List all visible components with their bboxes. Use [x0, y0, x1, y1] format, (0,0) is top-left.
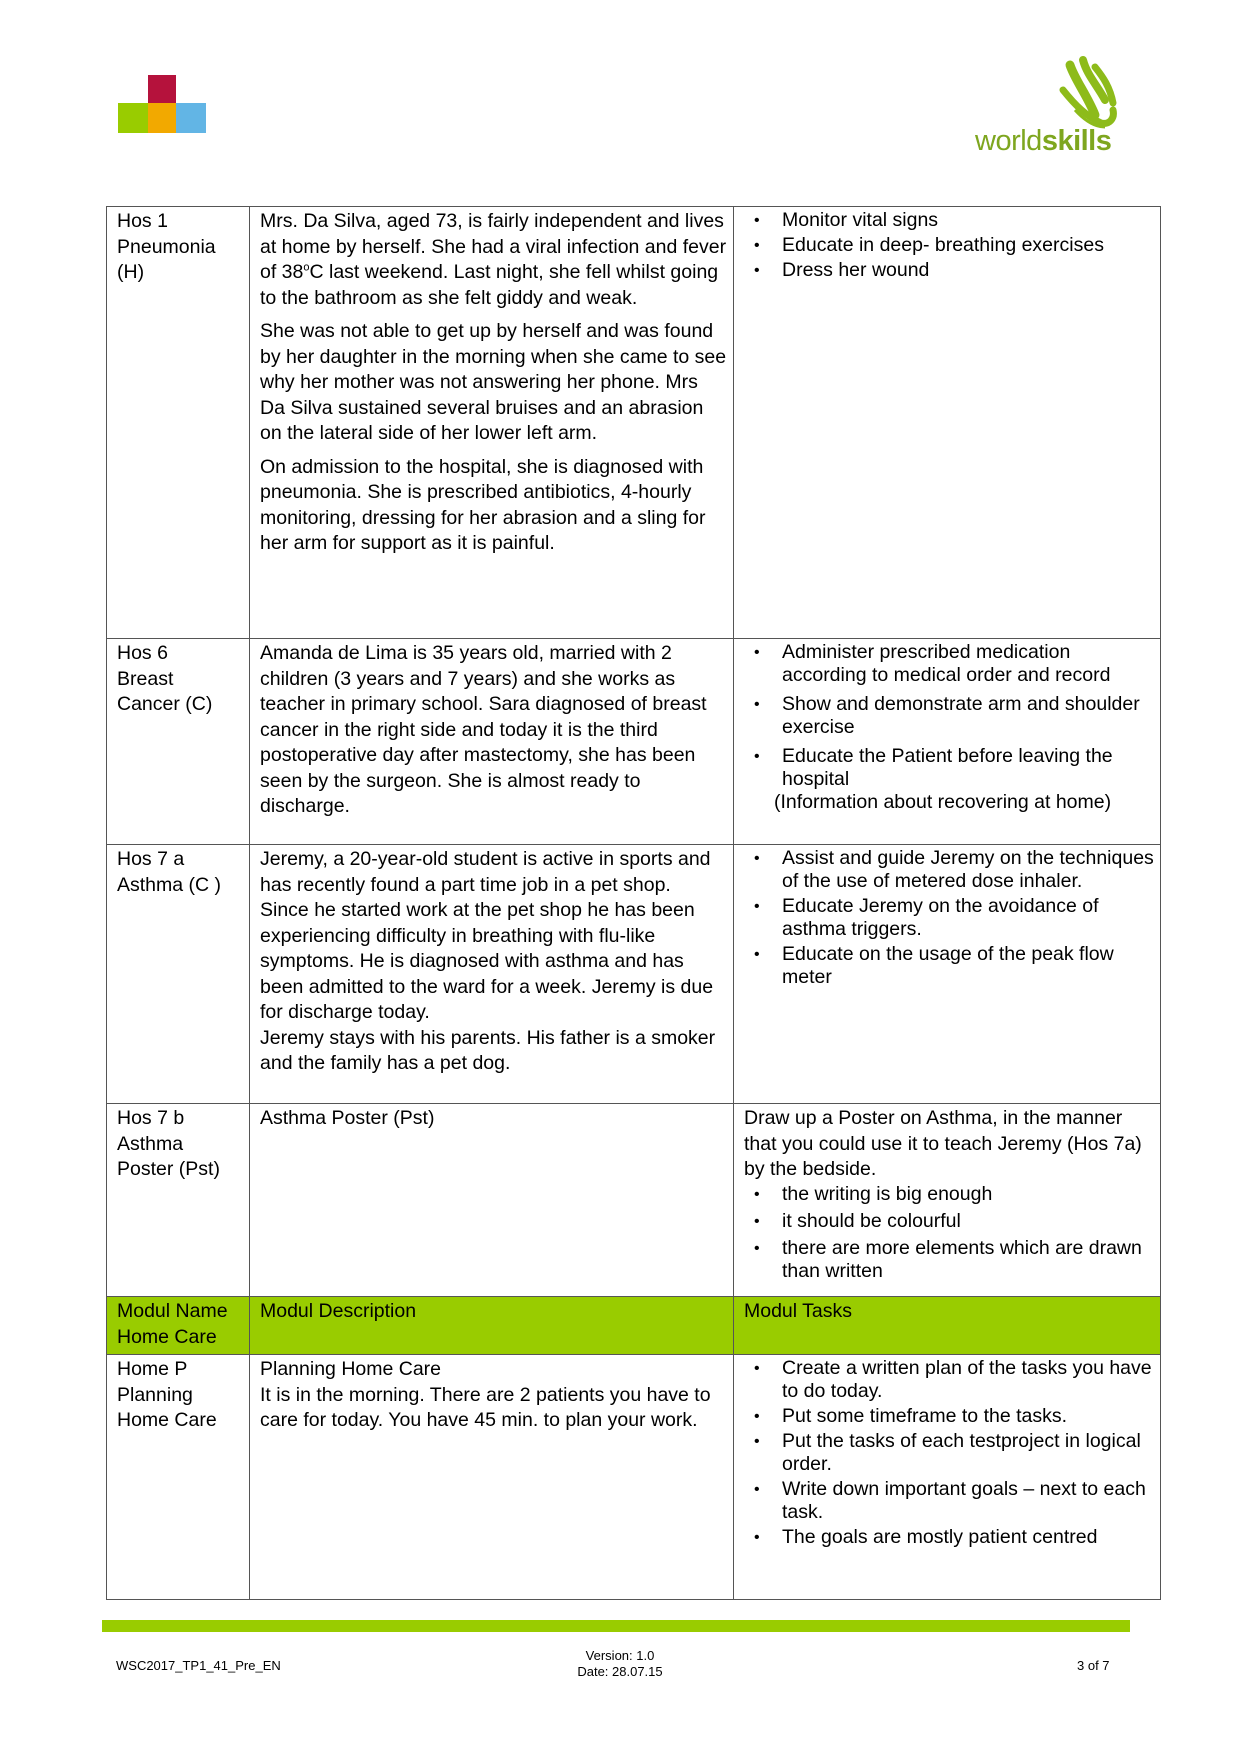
bullet-icon: •	[754, 1212, 760, 1230]
list-item: • Dress her wound	[754, 259, 930, 281]
table-row	[107, 1104, 1161, 1297]
module-description-cell	[250, 1104, 734, 1297]
list-item: • Create a written plan of the tasks you have to do today.	[754, 1357, 1152, 1402]
module-name-line: Asthma (C )	[117, 873, 222, 896]
bullet-icon: •	[754, 1529, 760, 1546]
list-item: • Administer prescribed medication according to medical order and record	[754, 641, 1111, 686]
module-name-line: Breast	[117, 667, 174, 690]
list-item: • it should be colourful	[754, 1209, 961, 1232]
version-info	[560, 1648, 680, 1680]
list-item: • Educate Jeremy on the avoidance of asthma triggers.	[754, 895, 1099, 940]
bullet-icon: •	[754, 1433, 760, 1450]
list-item: • there are more elements which are drawn than written	[754, 1236, 1142, 1282]
bullet-icon: •	[754, 1360, 760, 1377]
document-id: WSC2017_TP1_41_Pre_EN	[116, 1658, 281, 1673]
bullet-icon: •	[754, 1408, 760, 1425]
module-name-line: Home Care	[117, 1409, 217, 1431]
bullet-icon: •	[754, 644, 760, 661]
module-name-cell	[107, 639, 250, 845]
header-line: Modul Name	[117, 1300, 228, 1322]
version-label: Version: 1.0	[585, 1648, 655, 1663]
task-intro: Draw up a Poster on Asthma, in the manner that you could use it to teach Jeremy (Hos 7a) by the bedside.	[744, 1107, 1142, 1180]
description-paragraph: She was not able to get up by herself and was found by her daughter in the morning when she came to see why her mother was not answering her phone. Mrs Da Silva sustained several bruises and an abrasion on the lateral side of her lower left arm.	[260, 320, 727, 444]
module-name-cell	[107, 1355, 250, 1600]
list-item: • Educate on the usage of the peak flow meter	[754, 943, 1114, 988]
logo-square-blue	[176, 103, 206, 133]
module-name-line: Poster (Pst)	[117, 1158, 220, 1180]
module-header-row	[107, 1297, 1161, 1355]
description-paragraph: Amanda de Lima is 35 years old, married with 2 children (3 years and 7 years) and she works as teacher in primary school. Sara diagnosed of breast cancer in the right side and today it is the third postoperative day after mastectomy, she has been seen by the surgeon. She is almost ready to discharge.	[260, 642, 707, 817]
table-row	[107, 1355, 1161, 1600]
logo-square-orange	[148, 103, 176, 133]
bullet-icon: •	[754, 850, 760, 867]
bullet-icon: •	[754, 1185, 760, 1203]
module-table	[106, 206, 1161, 1600]
module-name-line: Home P	[117, 1358, 188, 1380]
module-description-cell	[250, 1355, 734, 1600]
bullet-icon: •	[754, 1481, 760, 1498]
description-paragraph: Since he started work at the pet shop he has been experiencing difficulty in breathing with flu-like symptoms. He is diagnosed with asthma and has been admitted to the ward for a week. Jeremy is due for discharge today.	[260, 899, 714, 1023]
module-name-line: Hos 7 a	[117, 848, 185, 870]
module-tasks-cell	[734, 207, 1161, 639]
bullet-icon: •	[754, 262, 760, 279]
footer-divider	[102, 1620, 1130, 1632]
module-name-line: Hos 1	[117, 210, 168, 232]
list-item: • Educate the Patient before leaving the hospital	[754, 745, 1113, 790]
list-item: • Monitor vital signs	[754, 209, 939, 231]
module-description-cell	[250, 639, 734, 845]
list-item: • the writing is big enough	[754, 1182, 993, 1205]
module-tasks-cell	[734, 1355, 1161, 1600]
description-paragraph: Mrs. Da Silva, aged 73, is fairly independent and lives at home by herself. She had a viral infection and fever of 38$^o$C last weekend. Last night, she fell whilst going to the bathroom as she felt giddy and weak.	[260, 210, 727, 309]
module-name-line: (H)	[117, 261, 145, 283]
worldskills-logo	[975, 55, 1125, 160]
bullet-icon: •	[754, 696, 760, 713]
module-name-line: Hos 7 b	[117, 1107, 185, 1129]
module-name-line: Asthma	[117, 1132, 184, 1155]
table-row	[107, 207, 1161, 639]
list-item: • Educate in deep- breathing exercises	[754, 234, 1104, 256]
module-tasks-cell	[734, 845, 1161, 1104]
header-line: Home Care	[117, 1325, 217, 1348]
bullet-icon: •	[754, 946, 760, 963]
task-note: (Information about recovering at home)	[774, 791, 1112, 813]
table-row	[107, 845, 1161, 1104]
list-item: • Show and demonstrate arm and shoulder exercise	[754, 693, 1140, 738]
bullet-icon: •	[754, 237, 760, 254]
description-paragraph: On admission to the hospital, she is diagnosed with pneumonia. She is prescribed antibiotics, 4-hourly monitoring, dressing for her abrasion and a sling for her arm for support as it is painful.	[260, 455, 706, 554]
bullet-icon: •	[754, 212, 760, 229]
worldskills-emblem-icon	[975, 55, 1125, 130]
page-number: 3 of 7	[1077, 1658, 1110, 1673]
bullet-icon: •	[754, 748, 760, 765]
module-name-line: Cancer (C)	[117, 693, 213, 715]
module-description-cell	[250, 207, 734, 639]
bullet-icon: •	[754, 1239, 760, 1257]
description-paragraph: It is in the morning. There are 2 patients you have to care for today. You have 45 min. to plan your work.	[260, 1383, 711, 1431]
module-name-cell	[107, 207, 250, 639]
worldskills-wordmark: worldskills	[975, 125, 1112, 157]
module-name-cell	[107, 1104, 250, 1297]
description-paragraph: Asthma Poster (Pst)	[260, 1107, 435, 1129]
module-name-header	[107, 1297, 250, 1355]
module-description-cell	[250, 845, 734, 1104]
description-paragraph: Jeremy, a 20-year-old student is active in sports and has recently found a part time job in a pet shop.	[260, 848, 711, 896]
module-name-line: Planning	[117, 1383, 193, 1406]
description-paragraph: Jeremy stays with his parents. His father is a smoker and the family has a pet dog.	[260, 1026, 716, 1074]
module-name-cell	[107, 845, 250, 1104]
description-paragraph: Planning Home Care	[260, 1358, 442, 1380]
module-tasks-cell	[734, 639, 1161, 845]
module-name-line: Pneumonia	[117, 235, 216, 258]
list-item: • Put some timeframe to the tasks.	[754, 1405, 1068, 1427]
list-item: • Put the tasks of each testproject in logical order.	[754, 1430, 1141, 1475]
list-item: • Write down important goals – next to each task.	[754, 1478, 1146, 1523]
table-row	[107, 639, 1161, 845]
module-tasks-cell	[734, 1104, 1161, 1297]
list-item: • The goals are mostly patient centred	[754, 1526, 1098, 1548]
module-description-header: Modul Description	[250, 1297, 734, 1355]
date-label: Date: 28.07.15	[577, 1664, 663, 1679]
logo-square-green	[118, 103, 148, 133]
list-item: • Assist and guide Jeremy on the techniques of the use of metered dose inhaler.	[754, 847, 1154, 892]
module-name-line: Hos 6	[117, 642, 168, 664]
organization-logo	[118, 75, 210, 135]
bullet-icon: •	[754, 898, 760, 915]
logo-square-red	[148, 75, 176, 103]
module-tasks-header: Modul Tasks	[734, 1297, 1161, 1355]
